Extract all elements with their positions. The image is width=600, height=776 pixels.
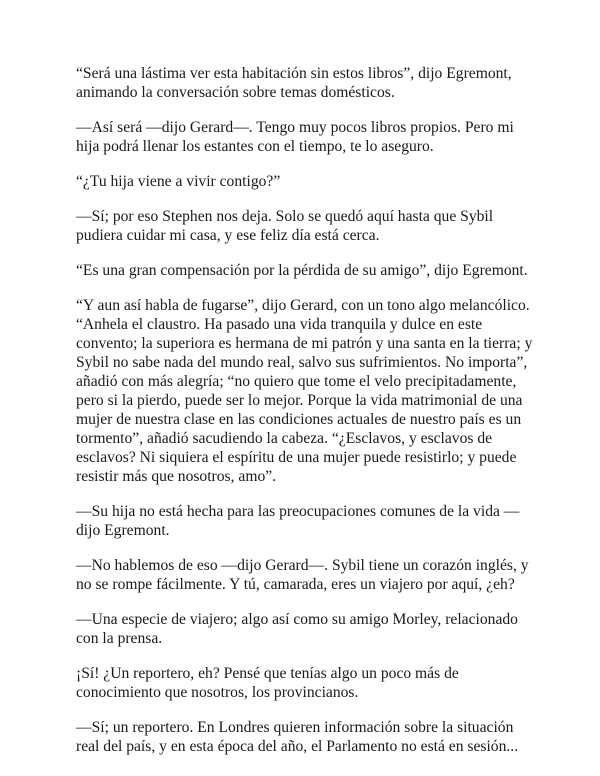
paragraph: ¡Sí! ¿Un reportero, eh? Pensé que tenías algo un poco más de conocimiento que nosotros, los provincianos. [76,665,459,701]
paragraph: —Sí; por eso Stephen nos deja. Solo se quedó aquí hasta que Sybil pudiera cuidar mi casa, y ese feliz día está cerca. [76,208,494,244]
paragraph: “Es una gran compensación por la pérdida de su amigo”, dijo Egremont. [76,262,528,279]
paragraph: —Una especie de viajero; algo así como su amigo Morley, relacionado con la prensa. [76,611,518,647]
paragraph: “Y aun así habla de fugarse”, dijo Gerard, con un tono algo melancólico. “Anhela el claustro. Ha pasado una vida tranquila y dulce en este convento; la superiora es hermana de mi patrón y una santa en la tierra; y Sybil no sabe nada del mundo real, salvo sus sufrimientos. No importa”, añadió con más alegría; “no quiero que tome el velo precipitadamente, pero si la pierdo, puede ser lo mejor. Porque la vida matrimonial de una mujer de nuestra clase en las condiciones actuales de nuestro país es un tormento”, añadió sacudiendo la cabeza. “¿Esclavos, y esclavos de esclavos? Ni siquiera el espíritu de una mujer puede resistirlo; y puede resistir más que nosotros, amo”. [76,297,533,485]
paragraph: —Así será —dijo Gerard—. Tengo muy pocos libros propios. Pero mi hija podrá llenar los estantes con el tiempo, te lo aseguro. [76,119,514,155]
paragraph: —Sí; un reportero. En Londres quieren información sobre la situación real del país, y en esta época del año, el Parlamento no está en sesión... [76,719,519,755]
paragraph: —No hablemos de eso —dijo Gerard—. Sybil tiene un corazón inglés, y no se rompe fácilmente. Y tú, camarada, eres un viajero por aquí, ¿eh? [76,557,529,593]
paragraph: —Su hija no está hecha para las preocupaciones comunes de la vida —dijo Egremont. [76,503,520,539]
paragraph: “¿Tu hija viene a vivir contigo?” [76,173,281,190]
document-page [76,64,538,772]
paragraph: “Será una lástima ver esta habitación sin estos libros”, dijo Egremont, animando la conversación sobre temas domésticos. [76,65,512,101]
